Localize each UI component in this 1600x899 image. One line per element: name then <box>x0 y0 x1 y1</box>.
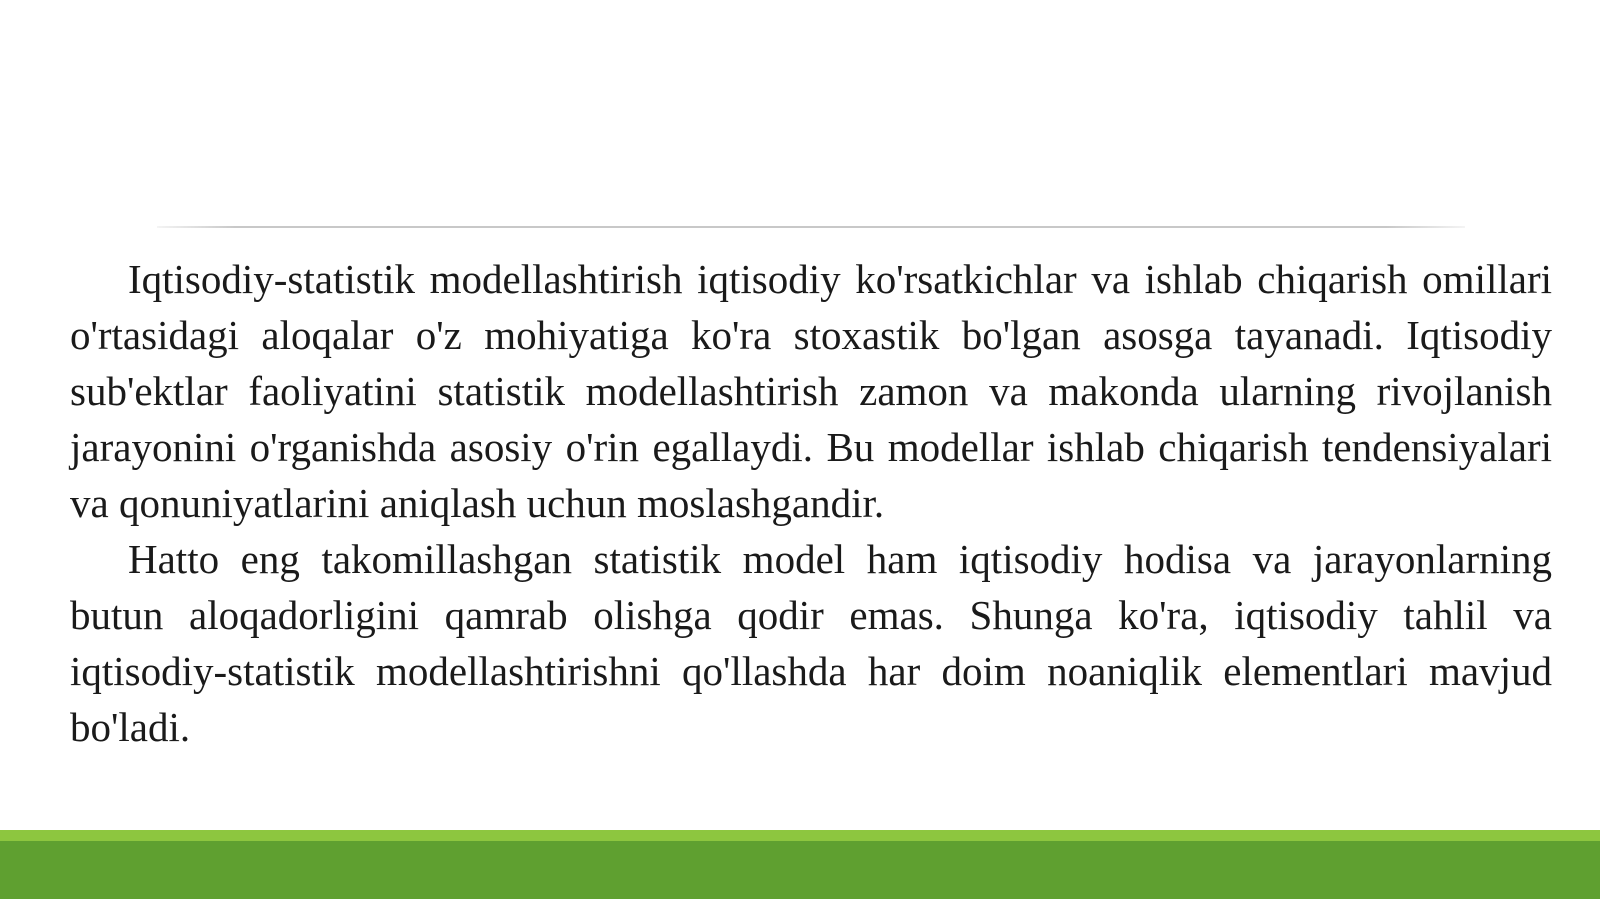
slide-title-placeholder <box>157 40 1465 220</box>
paragraph-2: Hatto eng takomillashgan statistik model ham iqtisodiy hodisa va jarayonlarning butun aloqadorligini qamrab olishga qodir emas. Shunga ko'ra, iqtisodiy tahlil va iqtisodiy-statistik modellashtirishni qo'llashda har doim noaniqlik elementlari mavjud bo'ladi. <box>70 536 1552 750</box>
footer-accent-stripe <box>0 830 1600 841</box>
title-divider <box>157 226 1465 228</box>
footer-bar <box>0 830 1600 899</box>
footer-band <box>0 841 1600 899</box>
paragraph-1: Iqtisodiy-statistik modellashtirish iqtisodiy ko'rsatkichlar va ishlab chiqarish omillari o'rtasidagi aloqalar o'z mohiyatiga ko'ra stoxastik bo'lgan asosga tayanadi. Iqtisodiy sub'ektlar faoliyatini statistik modellashtirish zamon va makonda ularning rivojlanish jarayonini o'rganishda asosiy o'rin egallaydi. Bu modellar ishlab chiqarish tendensiyalari va qonuniyatlarini aniqlash uchun moslashgandir. <box>70 256 1552 526</box>
slide-body-text <box>70 251 1552 755</box>
